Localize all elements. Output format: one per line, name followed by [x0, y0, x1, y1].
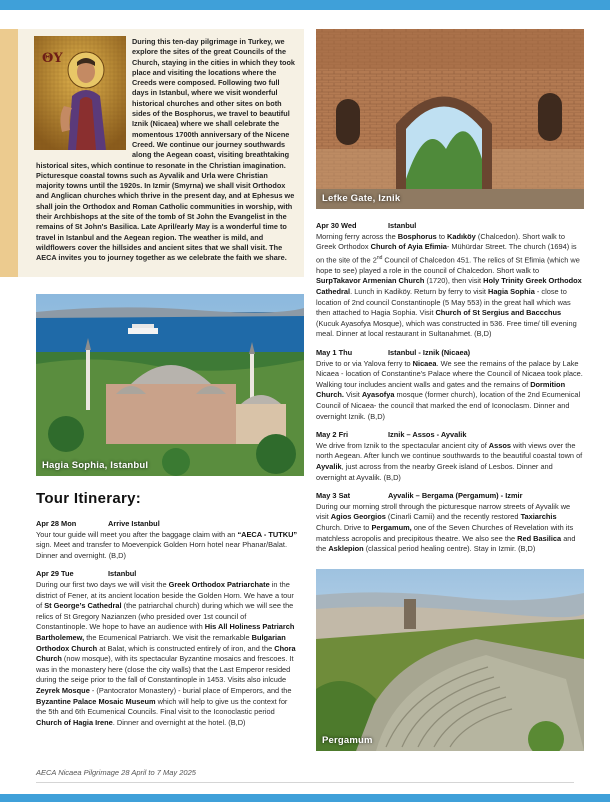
day-date: Apr 29 Tue: [36, 569, 74, 579]
day-may2: [316, 430, 584, 483]
day-description: We drive from Iznik to the spectacular ancient city of Assos with views over the north Aegean. After lunch we continue southwards to the beautiful coastal town of Ayvalik, just across from the nearby Greek island of Lesbos. Dinner and overnight at Ayvalik. (B,D): [316, 440, 583, 482]
intro-accent-bar: [0, 29, 18, 277]
pergamum-photo: [316, 569, 584, 751]
day-apr30: [316, 221, 584, 340]
day-description: During our first two days we will visit the Greek Orthodox Patriarchate in the district of Fener, at its ancient location beside the Golden Horn. We have a tour of St George’s Cathedral (the patriarchal church) during which we will see the relics of St Gregory Nazianzen (who presided over 1st council of Constantinople. We hope to have an audience with His All Holiness Patriarch Bartholemew, the Ecumenical Patriarch. We visit the remarkable Bulgarian Orthodox Church at Balat, which is constructed entirely of iron, and the Chora Church (now mosque), with its spectacular Byzantine mosaics and frescoes. It was in the monastery here (close the city walls) that the Last Emperor resided during the seige prior to the fall of Constantinople in 1453. Visits also inlcude Zeyrek Mosque - (Pantocrator Monastery) - burial place of Emperors, and the Byzantine Palace Mosaic Museum which will help to give us the context for the 5th and 6th Ecumenical Councils. Final visit to the Iconoclastic period Church of Hagia Irene. Dinner and overnight at the hotel. (B,D): [36, 579, 296, 727]
day-description: Your tour guide will meet you after the baggage claim with an “AECA - TUTKU” sign. Meet and transfer to Moevenpick Golden Horn hotel near Phanar/Balat. Dinner and overnight. (B,D): [36, 529, 298, 560]
icon-inscription: ΘΥ: [42, 51, 63, 66]
intro-paragraph: During this ten-day pilgrimage in Turkey, we explore the sites of the great Councils of the Church, staying in the cities in which they took place and visiting the locations where the Creeds were composed. Following two full days in Istanbul, where we visit wonderful historical churches and other sites on both sides of the Bosphorus, we travel to beautiful Iznik (Nicaea) where we shall celebrate the momentous 1700th anniversary of the Nicene Creed. We continue our journey southwards along the Aegean coast, visiting breathtaking historical sites, which continue to resonate in the Christian imagination. Picturesque coastal towns such as Ayvalik and Urla were Christian majority towns until the 1920s. In Izmir (Smyrna) we shall visit Orthodox and Anglican churches which thrive in the present day, and at Ephesus we shall join the Orthodox and Roman Catholic communities in worship, with their Archbishops at the site of the tomb of St John the Evangelist in the remains of St John's Basilica. Late April/early May is a wonderful time to travel in Istanbul and the Aegean region. The weather is mild, and wildflowers cover the hillsides and ancient sites that we shall visit. The AECA invites you to journey together as we celebrate the faith we share.: [36, 37, 295, 263]
day-date: Apr 30 Wed: [316, 221, 357, 230]
day-apr28: [36, 519, 298, 561]
itinerary-left-column: [36, 519, 298, 736]
footer-text: AECA Nicaea Pilgrimage 28 April to 7 May 2025: [36, 768, 196, 777]
day-place: Istanbul - Iznik (Nicaea): [388, 348, 471, 357]
day-date: May 3 Sat: [316, 491, 351, 501]
lefke-gate-photo: [316, 29, 584, 209]
pergamum-caption: Pergamum: [322, 735, 373, 746]
hagia-caption: Hagia Sophia, Istanbul: [42, 460, 149, 471]
hagia-sophia-photo: [36, 294, 304, 476]
day-date: May 1 Thu: [316, 348, 353, 357]
itinerary-right-column: [316, 221, 584, 563]
day-may3: [316, 491, 584, 555]
day-place: Istanbul: [388, 221, 417, 230]
day-apr29: [36, 569, 298, 728]
footer-divider: [36, 782, 574, 783]
day-date: Apr 28 Mon: [36, 519, 77, 528]
day-description: Drive to or via Yalova ferry to Nicaea. We see the remains of the palace by Lake Nicaea - location of Constantine's Palace where the Council of Nicaea took place. Walking tour includes ancient walls and gates and the remains of Dormition Church. Visit Ayasofya mosque (former church), location of the 2nd Ecumenical Council of Nicaea- the council that marked the end of Iconoclasm. Dinner and overnight Iznik. (B,D): [316, 358, 583, 421]
tour-itinerary-title: Tour Itinerary:: [36, 490, 142, 507]
bottom-stripe: [0, 794, 610, 802]
day-place: Istanbul: [108, 569, 137, 579]
day-may1: [316, 348, 584, 422]
intro-paragraph-block: [36, 37, 298, 264]
top-stripe: [0, 0, 610, 10]
day-place: Arrive Istanbul: [108, 519, 160, 528]
lefke-caption: Lefke Gate, Iznik: [322, 193, 401, 204]
day-place: Iznik – Assos - Ayvalik: [388, 430, 467, 440]
day-description: Morning ferry across the Bosphorus to Kadıköy (Chalcedon). Short walk to Greek Orthodox Church of Ayia Efimia- Mühürdar Street. The church (1694) is on the site of the 2nd Council of Chalcedon 451. The relics of St Efimia (which we hope to see) played a role in the council of Chalcedon. Short walk to SurpTakavor Armenian Church (1720), then visit Holy Trinity Greek Orthodox Cathedral. Lunch in Kadiköy. Return by ferry to visit Hagia Sophia - close to location of 2nd council Constantinople (5 May 553) in the great hall which was then attached to Hagia Sophia. Visit Church of St Sergius and Baccchus (Kucuk Ayasofya Mosque), which was constructed in 536. Free time/ till evening meal. Dinner at local restaurant in Sultanahmet. (B,D): [316, 231, 582, 339]
day-place: Ayvalik – Bergama (Pergamum) - Izmir: [388, 491, 523, 501]
day-date: May 2 Fri: [316, 430, 349, 440]
day-description: During our morning stroll through the picturesque narrow streets of Ayvalik we visit Agios Georgios (Cinarli Camii) and the recently restored Taxiarchis Church. Drive to Pergamum, one of the Seven Churches of Revelation with its matchless acropolis and precipitous theatre. We also see the Red Basilica and the Asklepion (classical period healing centre). Stay in Izmir. (B,D): [316, 501, 576, 554]
